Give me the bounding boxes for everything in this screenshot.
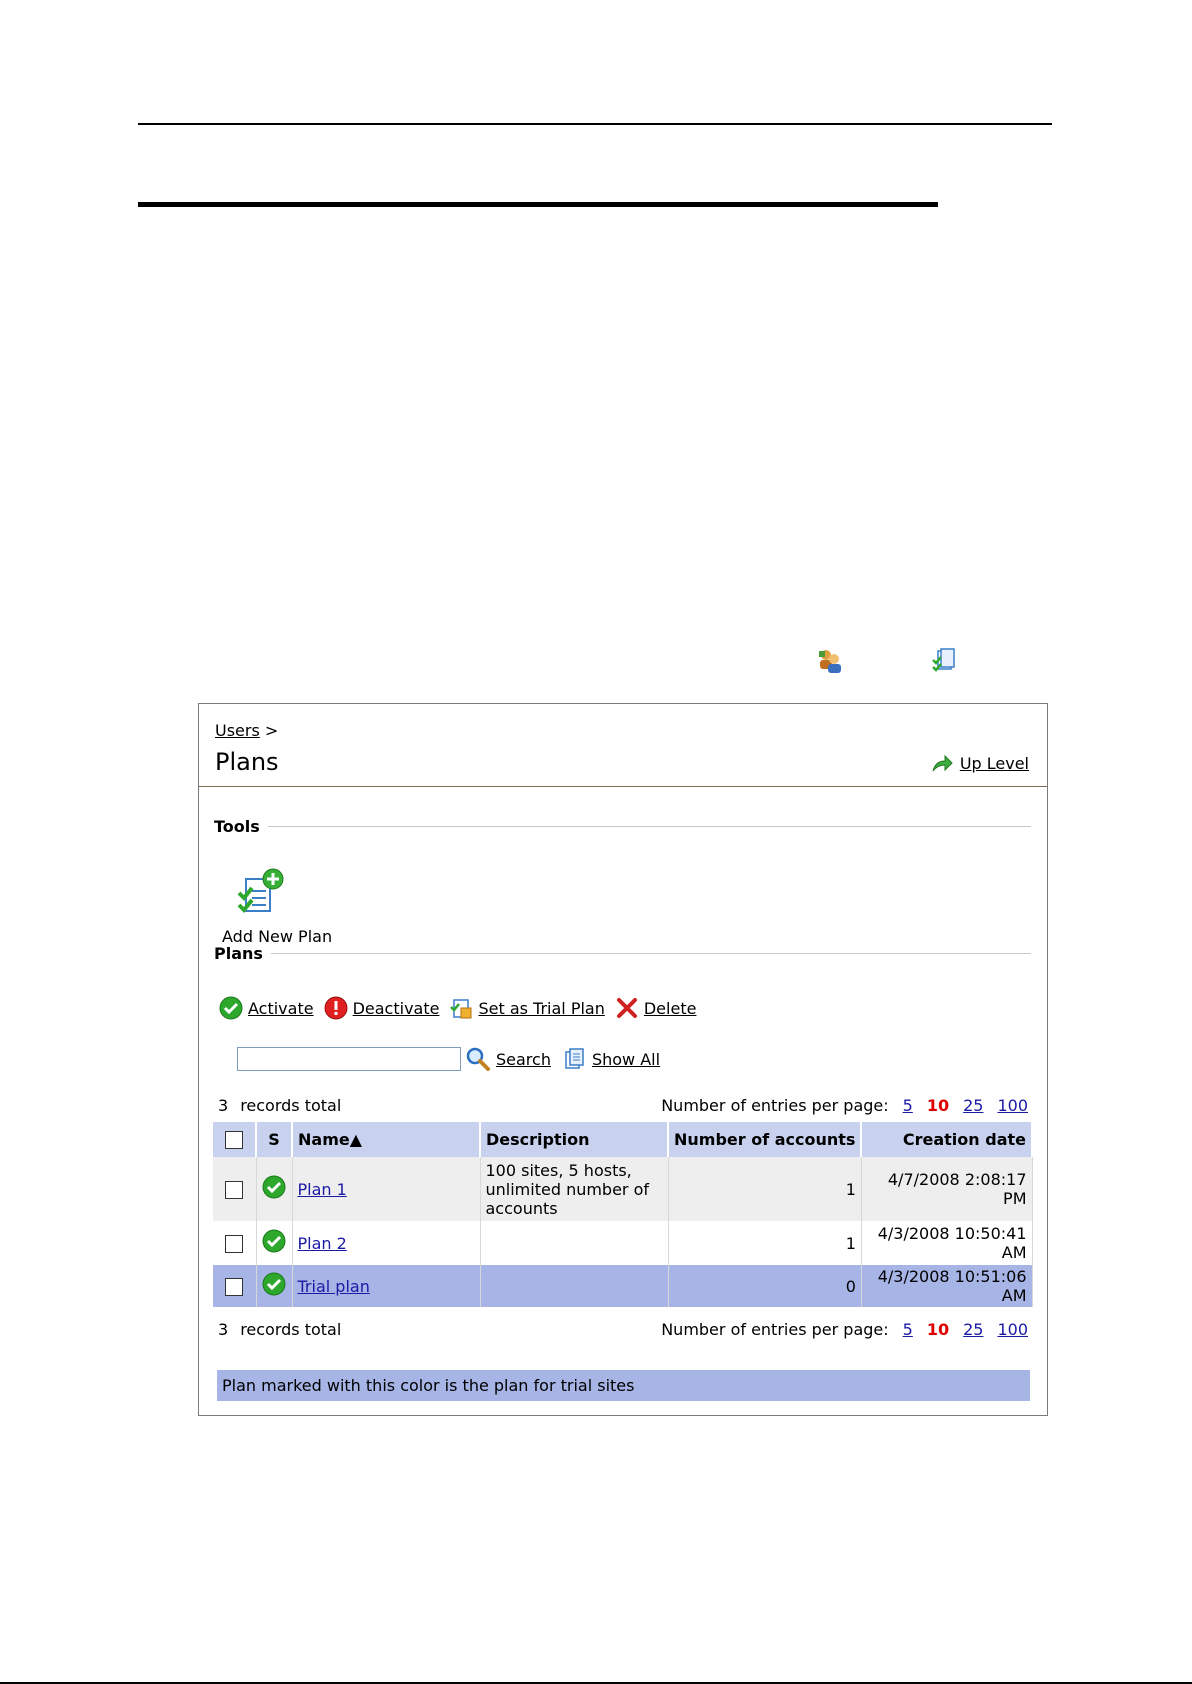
row-checkbox[interactable]: [225, 1181, 243, 1199]
status-active-icon: [262, 1229, 286, 1253]
row-select-cell: [213, 1157, 256, 1221]
row-select-cell: [213, 1221, 256, 1265]
select-all-header[interactable]: [213, 1122, 256, 1157]
records-total-top: [218, 1096, 341, 1115]
per-page-option-100[interactable]: 100: [997, 1096, 1028, 1115]
select-all-checkbox[interactable]: [225, 1131, 243, 1149]
breadcrumb-users-link[interactable]: Users: [215, 721, 260, 740]
deactivate-label[interactable]: Deactivate: [352, 998, 440, 1018]
delete-x-icon: [615, 996, 639, 1020]
per-page-bottom: [661, 1320, 1028, 1339]
records-total-bottom: [218, 1320, 341, 1339]
created-cell: 4/3/2008 10:51:06 AM: [861, 1265, 1032, 1307]
plan-name-link[interactable]: Plan 2: [297, 1233, 347, 1253]
records-label: records total: [240, 1320, 342, 1339]
up-arrow-icon: [930, 751, 954, 775]
table-row: [213, 1221, 1032, 1265]
per-page-top: [661, 1096, 1028, 1115]
per-page-label: Number of entries per page:: [661, 1320, 889, 1339]
breadcrumb-separator: >: [264, 721, 279, 740]
plan-name-link[interactable]: Trial plan: [297, 1276, 370, 1296]
per-page-option-10[interactable]: 10: [926, 1320, 950, 1339]
set-trial-plan-button[interactable]: [449, 996, 604, 1020]
title-separator: [199, 786, 1047, 787]
status-cell: [256, 1265, 292, 1307]
records-count: 3: [218, 1096, 229, 1115]
description-cell: [480, 1221, 668, 1265]
delete-button[interactable]: [615, 996, 697, 1020]
delete-label[interactable]: Delete: [643, 998, 697, 1018]
status-cell: [256, 1157, 292, 1221]
records-count: 3: [218, 1320, 229, 1339]
plan-actions-toolbar: [219, 996, 706, 1020]
row-checkbox[interactable]: [225, 1235, 243, 1253]
trial-plan-legend: Plan marked with this color is the plan for trial sites: [217, 1370, 1030, 1401]
per-page-option-5[interactable]: 5: [902, 1096, 913, 1115]
trial-plan-icon: [449, 996, 473, 1020]
per-page-option-5[interactable]: 5: [902, 1320, 913, 1339]
name-cell: [292, 1265, 480, 1307]
created-column-header: Creation date: [861, 1122, 1032, 1157]
row-select-cell: [213, 1265, 256, 1307]
status-active-icon: [262, 1175, 286, 1199]
search-input[interactable]: [237, 1047, 461, 1071]
deactivate-button[interactable]: [324, 996, 440, 1020]
status-active-icon: [262, 1272, 286, 1296]
show-all-icon: [563, 1047, 587, 1071]
heading-rule: [138, 202, 938, 207]
row-checkbox[interactable]: [225, 1278, 243, 1296]
per-page-label: Number of entries per page:: [661, 1096, 889, 1115]
plans-divider: [271, 953, 1031, 954]
show-all-label[interactable]: Show All: [591, 1049, 661, 1069]
check-circle-icon: [219, 996, 243, 1020]
per-page-option-25[interactable]: 25: [963, 1096, 984, 1115]
set-trial-plan-label[interactable]: Set as Trial Plan: [478, 998, 605, 1018]
created-cell: 4/7/2008 2:08:17 PM: [861, 1157, 1032, 1221]
tools-section-title: Tools: [214, 817, 260, 836]
search-label[interactable]: Search: [496, 1049, 551, 1069]
accounts-cell: 0: [668, 1265, 861, 1307]
plans-section-title: Plans: [214, 944, 263, 963]
plans-table: [213, 1122, 1033, 1307]
page-rule-top: [138, 123, 1052, 125]
plan-name-link[interactable]: Plan 1: [297, 1179, 347, 1199]
search-icon: [465, 1046, 491, 1072]
description-cell: 100 sites, 5 hosts, unlimited number of accounts: [480, 1157, 668, 1221]
per-page-option-25[interactable]: 25: [963, 1320, 984, 1339]
show-all-button[interactable]: [563, 1047, 660, 1071]
table-row: [213, 1157, 1032, 1221]
page-title: Plans: [215, 748, 279, 776]
per-page-option-100[interactable]: 100: [997, 1320, 1028, 1339]
plans-panel: [198, 703, 1048, 1416]
description-column-header: Description: [480, 1122, 668, 1157]
activate-button[interactable]: [219, 996, 314, 1020]
users-icon: [817, 648, 843, 674]
activate-label[interactable]: Activate: [248, 998, 314, 1018]
status-column-header[interactable]: S: [256, 1122, 292, 1157]
accounts-cell: 1: [668, 1157, 861, 1221]
name-cell: [292, 1221, 480, 1265]
add-plan-icon: [234, 867, 286, 919]
table-header-row: [213, 1122, 1032, 1157]
error-circle-icon: [324, 996, 348, 1020]
table-row-trial: [213, 1265, 1032, 1307]
search-row: [237, 1046, 672, 1072]
tools-section: [214, 817, 1031, 836]
plans-icon: [930, 648, 956, 674]
accounts-column-header: Number of accounts: [668, 1122, 861, 1157]
per-page-option-10[interactable]: 10: [926, 1096, 950, 1115]
breadcrumb: [215, 721, 278, 740]
accounts-cell: 1: [668, 1221, 861, 1265]
search-button[interactable]: [465, 1046, 551, 1072]
name-column-header[interactable]: Name▲: [292, 1122, 480, 1157]
add-new-plan-label[interactable]: Add New Plan: [222, 927, 333, 946]
tools-divider: [268, 826, 1031, 827]
created-cell: 4/3/2008 10:50:41 AM: [861, 1221, 1032, 1265]
status-cell: [256, 1221, 292, 1265]
plans-section: [214, 944, 1031, 963]
records-label: records total: [240, 1096, 342, 1115]
up-level-button[interactable]: [930, 751, 1029, 775]
description-cell: [480, 1265, 668, 1307]
up-level-label[interactable]: Up Level: [959, 753, 1029, 773]
name-cell: [292, 1157, 480, 1221]
